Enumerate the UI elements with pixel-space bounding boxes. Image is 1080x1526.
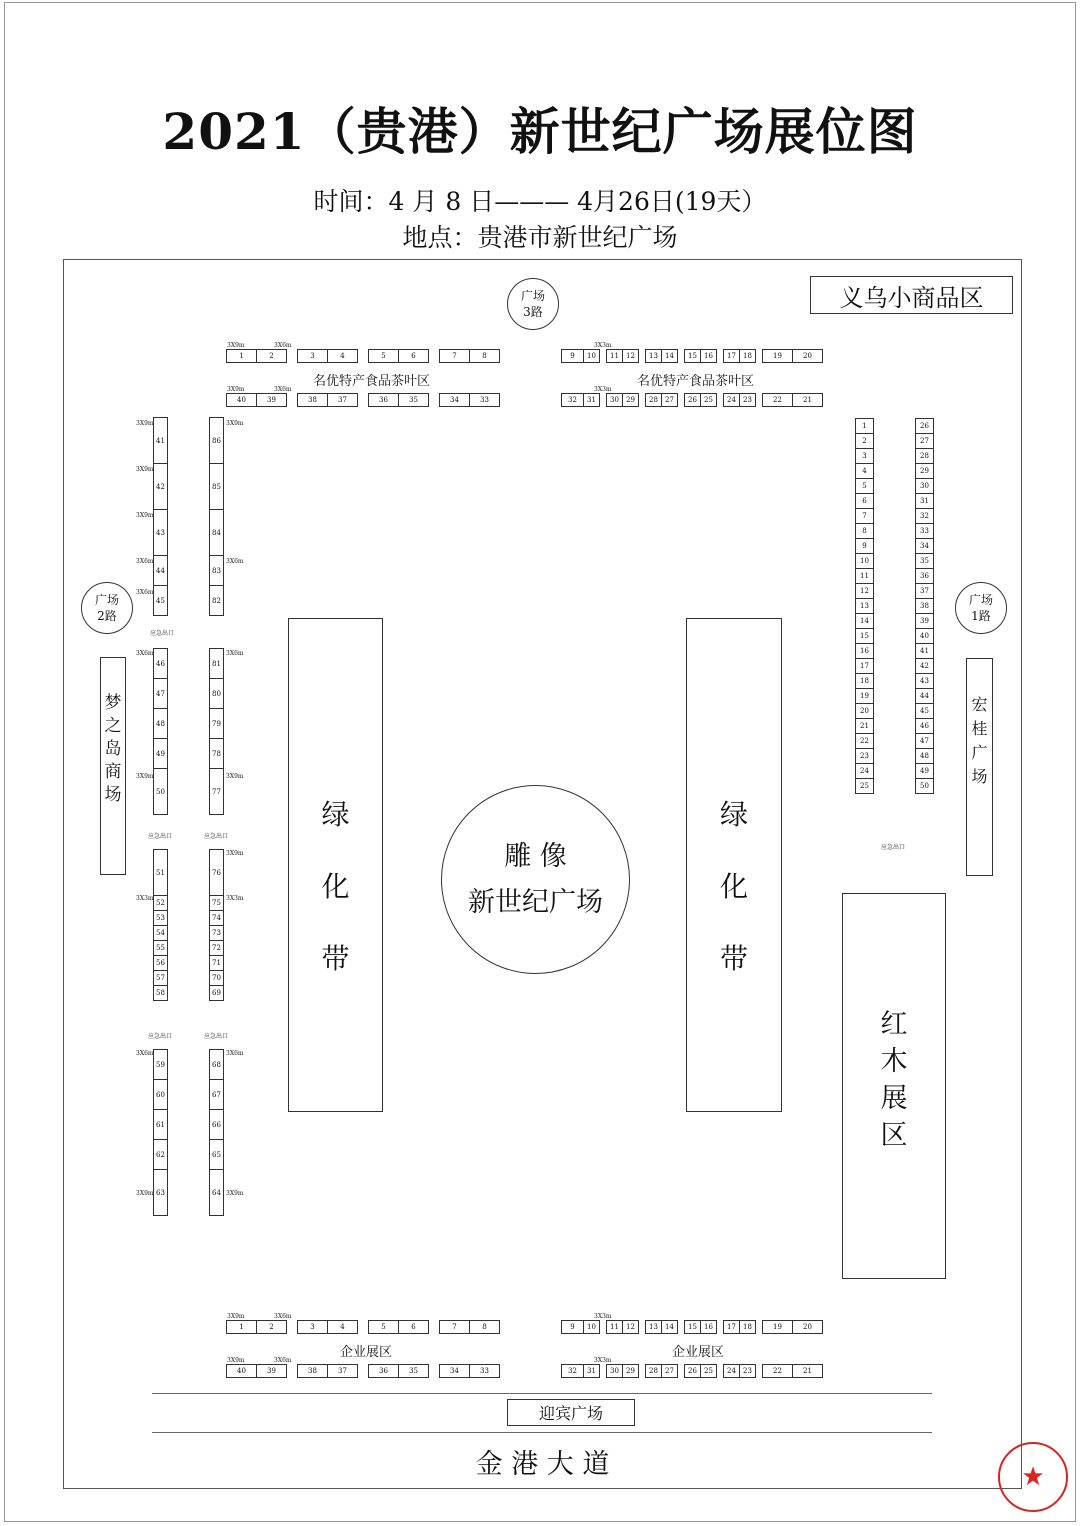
size-label: 3X9m <box>226 773 244 780</box>
booth: 34 <box>439 1364 470 1378</box>
vertical-char: 展 <box>880 1083 908 1114</box>
hongmu-label <box>843 1006 945 1154</box>
booth: 69 <box>209 985 224 1001</box>
enterprise-zone-left: 企业展区 <box>340 1345 393 1360</box>
booth: 41 <box>915 643 934 659</box>
booth: 23 <box>855 748 874 764</box>
booth: 39 <box>256 1364 287 1378</box>
booth: 2 <box>855 433 874 449</box>
booth: 3 <box>297 1320 328 1334</box>
booth: 19 <box>762 1320 793 1334</box>
size-label: 3X9m <box>136 420 154 427</box>
size-label: 3X6m <box>274 386 292 393</box>
booth: 10 <box>583 349 600 363</box>
booth: 25 <box>855 778 874 794</box>
vertical-char: 化 <box>321 870 350 903</box>
booth: 18 <box>739 1320 756 1334</box>
booth: 1 <box>855 418 874 434</box>
booth: 23 <box>739 393 756 407</box>
booth: 16 <box>855 643 874 659</box>
booth: 2 <box>256 1320 287 1334</box>
booth: 19 <box>762 349 793 363</box>
booth: 46 <box>153 648 168 679</box>
booth: 35 <box>398 393 429 407</box>
booth: 31 <box>583 1364 600 1378</box>
booth: 74 <box>209 910 224 926</box>
booth: 36 <box>368 1364 399 1378</box>
booth: 35 <box>398 1364 429 1378</box>
booth: 7 <box>855 508 874 524</box>
honggui-plaza <box>966 658 993 876</box>
booth: 30 <box>915 478 934 494</box>
size-label: 3X3m <box>594 342 612 349</box>
size-label: 3X6m <box>136 650 154 657</box>
size-label: 3X9m <box>226 1190 244 1197</box>
mid-col-b <box>209 649 224 815</box>
booth: 49 <box>153 738 168 769</box>
size-label: 3X3m <box>226 895 244 902</box>
booth: 27 <box>661 1364 678 1378</box>
booth: 21 <box>792 393 823 407</box>
booth: 16 <box>700 1320 717 1334</box>
booth: 34 <box>439 393 470 407</box>
booth: 25 <box>700 1364 717 1378</box>
booth: 14 <box>855 613 874 629</box>
size-label: 3X6m <box>274 342 292 349</box>
time-line: 时间：4 月 8 日——— 4月26日(19天） <box>313 187 767 216</box>
booth: 33 <box>469 1364 500 1378</box>
booth: 58 <box>153 985 168 1001</box>
vertical-char: 宏 <box>971 695 988 714</box>
vertical-char: 带 <box>321 942 350 975</box>
booth: 32 <box>915 508 934 524</box>
booth: 78 <box>209 738 224 769</box>
booth: 26 <box>915 418 934 434</box>
emergency-exit: 应急出口 <box>150 630 175 637</box>
booth: 43 <box>915 673 934 689</box>
booth: 39 <box>256 393 287 407</box>
booth: 37 <box>915 583 934 599</box>
top-row-1-left <box>227 349 500 363</box>
emergency-exit: 应急出口 <box>148 833 173 840</box>
size-label: 3X6m <box>136 589 154 596</box>
booth: 63 <box>153 1169 168 1216</box>
booth: 45 <box>915 703 934 719</box>
vertical-char: 梦 <box>104 693 122 713</box>
booth: 48 <box>153 708 168 739</box>
booth: 3 <box>297 349 328 363</box>
booth: 29 <box>622 1364 639 1378</box>
mingyou-zone-right: 名优特产食品茶叶区 <box>637 374 755 389</box>
booth: 79 <box>209 708 224 739</box>
size-label: 3X3m <box>594 1357 612 1364</box>
emergency-exit: 应急出口 <box>881 844 906 851</box>
booth: 9 <box>855 538 874 554</box>
booth: 17 <box>723 349 740 363</box>
booth: 30 <box>606 393 623 407</box>
statue-circle <box>441 785 630 974</box>
booth: 66 <box>209 1109 224 1140</box>
vertical-char: 红 <box>880 1009 908 1040</box>
jingang-avenue: 金 港 大 道 <box>475 1449 610 1480</box>
size-label: 3X9m <box>227 1313 245 1320</box>
booth: 15 <box>855 628 874 644</box>
booth: 10 <box>583 1320 600 1334</box>
booth: 37 <box>327 1364 358 1378</box>
booth: 7 <box>439 349 470 363</box>
vertical-char: 绿 <box>321 798 350 831</box>
booth: 20 <box>792 349 823 363</box>
vertical-char: 商 <box>104 762 122 782</box>
booth: 54 <box>153 925 168 941</box>
vertical-char: 区 <box>880 1120 908 1151</box>
size-label: 3X6m <box>274 1357 292 1364</box>
honggui-label <box>967 693 992 789</box>
size-label: 3X6m <box>226 650 244 657</box>
booth: 25 <box>700 393 717 407</box>
booth: 83 <box>209 555 224 586</box>
booth: 17 <box>855 658 874 674</box>
booth: 73 <box>209 925 224 941</box>
booth: 26 <box>684 1364 701 1378</box>
bottom-row-1-right <box>562 1320 823 1334</box>
size-label: 3X9m <box>136 512 154 519</box>
statue-label: 雕 像 <box>504 840 567 872</box>
booth: 29 <box>915 463 934 479</box>
booth: 44 <box>153 555 168 586</box>
booth: 46 <box>915 718 934 734</box>
size-label: 3X3m <box>594 1313 612 1320</box>
vertical-char: 带 <box>719 942 748 975</box>
top-row-1-right <box>562 349 823 363</box>
mid-col-a <box>209 418 224 616</box>
booth: 62 <box>153 1139 168 1170</box>
booth: 3 <box>855 448 874 464</box>
booth: 4 <box>327 1320 358 1334</box>
booth: 27 <box>915 433 934 449</box>
booth: 24 <box>855 763 874 779</box>
booth: 15 <box>684 1320 701 1334</box>
booth: 61 <box>153 1109 168 1140</box>
booth: 5 <box>368 1320 399 1334</box>
booth: 77 <box>209 768 224 815</box>
floor-plan <box>63 259 1022 1489</box>
booth: 64 <box>209 1169 224 1216</box>
booth: 9 <box>561 1320 584 1334</box>
booth: 32 <box>561 1364 584 1378</box>
emergency-exit: 应急出口 <box>204 1033 229 1040</box>
booth: 50 <box>915 778 934 794</box>
booth: 16 <box>700 349 717 363</box>
booth: 86 <box>209 417 224 464</box>
top-row-2-right <box>562 393 823 407</box>
dream-island-label <box>101 692 125 807</box>
booth: 10 <box>855 553 874 569</box>
dream-island-mall <box>100 657 126 875</box>
booth: 42 <box>915 658 934 674</box>
booth: 42 <box>153 463 168 510</box>
booth: 13 <box>645 349 662 363</box>
booth: 36 <box>915 568 934 584</box>
green-belt-left <box>288 618 383 1112</box>
booth: 17 <box>723 1320 740 1334</box>
size-label: 3X6m <box>226 558 244 565</box>
booth: 24 <box>723 393 740 407</box>
booth: 59 <box>153 1049 168 1080</box>
booth: 20 <box>855 703 874 719</box>
booth: 34 <box>915 538 934 554</box>
booth: 6 <box>398 349 429 363</box>
booth: 68 <box>209 1049 224 1080</box>
vertical-char: 岛 <box>104 739 122 759</box>
booth: 2 <box>256 349 287 363</box>
booth: 47 <box>153 678 168 709</box>
booth: 31 <box>915 493 934 509</box>
booth: 12 <box>622 349 639 363</box>
plaza-road-2: 广场 2路 <box>81 582 133 634</box>
booth: 7 <box>439 1320 470 1334</box>
booth: 18 <box>739 349 756 363</box>
yiwu-zone: 义乌小商品区 <box>810 276 1013 314</box>
green-belt-label <box>289 779 382 995</box>
booth: 27 <box>661 393 678 407</box>
booth: 57 <box>153 970 168 986</box>
left-col-a <box>153 418 168 616</box>
booth: 67 <box>209 1079 224 1110</box>
booth: 19 <box>855 688 874 704</box>
booth: 40 <box>915 628 934 644</box>
booth: 36 <box>368 393 399 407</box>
enterprise-zone-right: 企业展区 <box>672 1345 725 1360</box>
booth: 76 <box>209 849 224 896</box>
booth: 84 <box>209 509 224 556</box>
emergency-exit: 应急出口 <box>204 833 229 840</box>
vertical-char: 场 <box>971 767 988 786</box>
right-col-2 <box>915 419 934 794</box>
booth: 75 <box>209 895 224 911</box>
booth: 5 <box>855 478 874 494</box>
booth: 53 <box>153 910 168 926</box>
plaza-road-3: 广场 3路 <box>507 278 559 330</box>
booth: 55 <box>153 940 168 956</box>
booth: 56 <box>153 955 168 971</box>
booth: 60 <box>153 1079 168 1110</box>
booth: 22 <box>762 1364 793 1378</box>
booth: 11 <box>855 568 874 584</box>
booth: 51 <box>153 849 168 896</box>
booth: 15 <box>684 349 701 363</box>
bottom-row-1-left <box>227 1320 500 1334</box>
booth: 50 <box>153 768 168 815</box>
vertical-char: 绿 <box>719 798 748 831</box>
booth: 45 <box>153 585 168 616</box>
booth: 39 <box>915 613 934 629</box>
booth: 65 <box>209 1139 224 1170</box>
size-label: 3X3m <box>594 386 612 393</box>
left-col-c <box>153 850 168 1001</box>
mingyou-zone-left: 名优特产食品茶叶区 <box>313 374 431 389</box>
booth: 26 <box>684 393 701 407</box>
booth: 21 <box>855 718 874 734</box>
size-label: 3X9m <box>136 773 154 780</box>
booth: 4 <box>327 349 358 363</box>
booth: 6 <box>398 1320 429 1334</box>
booth: 81 <box>209 648 224 679</box>
right-col-1 <box>855 419 874 794</box>
size-label: 3X9m <box>136 1190 154 1197</box>
size-label: 3X9m <box>136 466 154 473</box>
booth: 38 <box>297 1364 328 1378</box>
place-line: 地点：贵港市新世纪广场 <box>402 223 678 252</box>
top-row-2-left <box>227 393 500 407</box>
booth: 82 <box>209 585 224 616</box>
booth: 80 <box>209 678 224 709</box>
booth: 85 <box>209 463 224 510</box>
vertical-char: 木 <box>880 1046 908 1077</box>
size-label: 3X9m <box>227 342 245 349</box>
size-label: 3X9m <box>226 420 244 427</box>
booth: 38 <box>297 393 328 407</box>
booth: 20 <box>792 1320 823 1334</box>
plaza-road-1: 广场 1路 <box>955 582 1007 634</box>
booth: 47 <box>915 733 934 749</box>
booth: 32 <box>561 393 584 407</box>
bottom-row-2-left <box>227 1364 500 1378</box>
booth: 8 <box>469 1320 500 1334</box>
yingbin-plaza: 迎宾广场 <box>507 1399 635 1426</box>
size-label: 3X6m <box>136 1050 154 1057</box>
booth: 1 <box>226 349 257 363</box>
booth: 40 <box>226 1364 257 1378</box>
booth: 41 <box>153 417 168 464</box>
booth: 70 <box>209 970 224 986</box>
seal-stamp <box>998 1442 1068 1512</box>
booth: 49 <box>915 763 934 779</box>
vertical-char: 场 <box>104 785 122 805</box>
size-label: 3X6m <box>226 1050 244 1057</box>
booth: 31 <box>583 393 600 407</box>
booth: 29 <box>622 393 639 407</box>
page-title: 2021（贵港）新世纪广场展位图 <box>162 102 918 161</box>
size-label: 3X9m <box>227 386 245 393</box>
booth: 30 <box>606 1364 623 1378</box>
booth: 13 <box>645 1320 662 1334</box>
booth: 37 <box>327 393 358 407</box>
booth: 40 <box>226 393 257 407</box>
booth: 72 <box>209 940 224 956</box>
emergency-exit: 应急出口 <box>148 1033 173 1040</box>
booth: 8 <box>855 523 874 539</box>
size-label: 3X6m <box>136 558 154 565</box>
road-line <box>152 1393 932 1394</box>
mid-col-d <box>209 1050 224 1216</box>
hongmu-zone <box>842 893 946 1279</box>
booth: 28 <box>645 1364 662 1378</box>
mid-col-c <box>209 850 224 1001</box>
booth: 48 <box>915 748 934 764</box>
booth: 43 <box>153 509 168 556</box>
booth: 5 <box>368 349 399 363</box>
vertical-char: 广 <box>971 743 988 762</box>
booth: 6 <box>855 493 874 509</box>
booth: 9 <box>561 349 584 363</box>
booth: 14 <box>661 349 678 363</box>
booth: 28 <box>645 393 662 407</box>
left-col-d <box>153 1050 168 1216</box>
star-icon: ★ <box>1021 1462 1045 1492</box>
booth: 11 <box>606 349 623 363</box>
booth: 4 <box>855 463 874 479</box>
green-belt-right <box>686 618 782 1112</box>
booth: 35 <box>915 553 934 569</box>
booth: 21 <box>792 1364 823 1378</box>
booth: 71 <box>209 955 224 971</box>
booth: 38 <box>915 598 934 614</box>
booth: 22 <box>762 393 793 407</box>
vertical-char: 之 <box>104 716 122 736</box>
booth: 44 <box>915 688 934 704</box>
booth: 13 <box>855 598 874 614</box>
size-label: 3X3m <box>136 895 154 902</box>
booth: 11 <box>606 1320 623 1334</box>
size-label: 3X9m <box>226 850 244 857</box>
vertical-char: 化 <box>719 870 748 903</box>
booth: 18 <box>855 673 874 689</box>
size-label: 3X9m <box>227 1357 245 1364</box>
booth: 28 <box>915 448 934 464</box>
vertical-char: 桂 <box>971 719 988 738</box>
road-line <box>152 1432 932 1433</box>
left-col-b <box>153 649 168 815</box>
booth: 33 <box>915 523 934 539</box>
booth: 14 <box>661 1320 678 1334</box>
booth: 24 <box>723 1364 740 1378</box>
green-belt-label <box>687 779 781 995</box>
booth: 33 <box>469 393 500 407</box>
booth: 12 <box>855 583 874 599</box>
booth: 52 <box>153 895 168 911</box>
booth: 12 <box>622 1320 639 1334</box>
bottom-row-2-right <box>562 1364 823 1378</box>
booth: 23 <box>739 1364 756 1378</box>
booth: 8 <box>469 349 500 363</box>
size-label: 3X6m <box>274 1313 292 1320</box>
statue-plaza-label: 新世纪广场 <box>468 886 603 918</box>
booth: 22 <box>855 733 874 749</box>
booth: 1 <box>226 1320 257 1334</box>
